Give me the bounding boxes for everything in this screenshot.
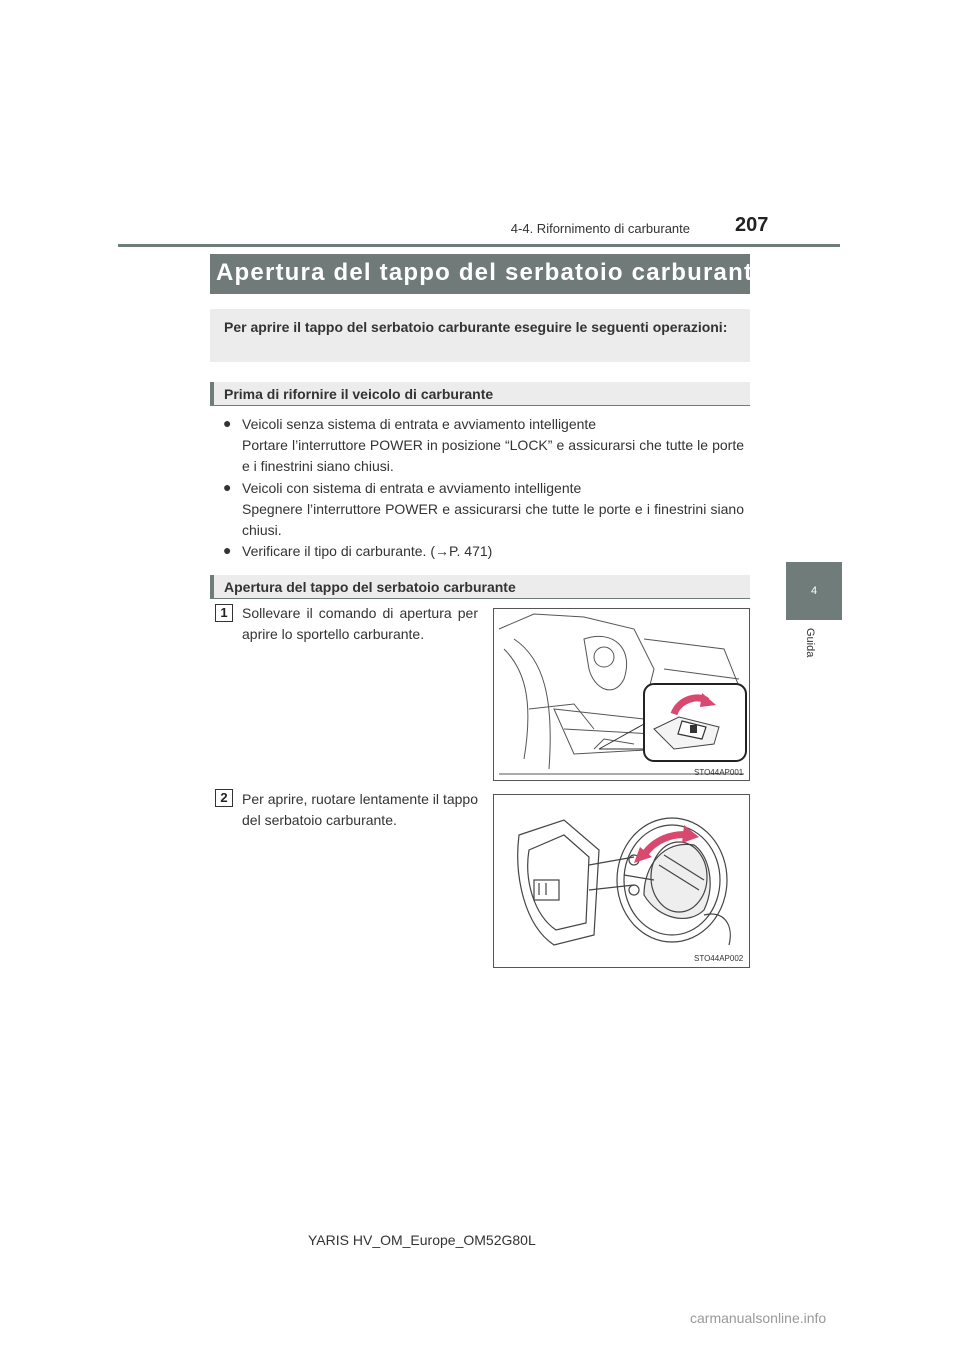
list-item-title[interactable]: Verificare il tipo di carburante. (→P. 471)	[242, 543, 493, 559]
list-item-title: Veicoli con sistema di entrata e avviamento intelligente	[242, 480, 582, 496]
list-item-body: Portare l’interruttore POWER in posizione “LOCK” e assicurarsi che tutte le porte e i finestrini siano chiusi.	[242, 437, 744, 474]
header-section-title: 4-4. Rifornimento di carburante	[510, 221, 690, 236]
step-text: Sollevare il comando di apertura per aprire lo sportello carburante.	[242, 605, 478, 642]
step-text: Per aprire, ruotare lentamente il tappo del serbatoio carburante.	[242, 791, 478, 828]
step-number-badge: 1	[215, 604, 233, 622]
fuel-door-opener-illustration	[493, 608, 750, 781]
chapter-tab[interactable]: 4	[786, 562, 842, 620]
bullet-icon: ●	[223, 479, 232, 495]
image-code: STO44AP001	[694, 768, 744, 777]
document-code: YARIS HV_OM_Europe_OM52G80L	[308, 1232, 536, 1248]
list-item	[242, 541, 744, 562]
list-item	[242, 478, 744, 541]
chapter-label: Guida	[804, 628, 816, 658]
page-number: 207	[735, 214, 769, 236]
image-code: STO44AP002	[694, 954, 744, 963]
section-heading: Prima di rifornire il veicolo di carburante	[224, 386, 494, 402]
list-item	[242, 414, 744, 477]
watermark[interactable]: carmanualsonline.info	[690, 1310, 827, 1326]
intro-text: Per aprire il tappo del serbatoio carburante eseguire le seguenti operazioni:	[224, 319, 728, 335]
header-divider	[118, 244, 840, 247]
step-number-badge: 2	[215, 789, 233, 807]
bullet-icon: ●	[223, 415, 232, 431]
page-title: Apertura del tappo del serbatoio carburante	[216, 259, 768, 286]
list-item-title: Veicoli senza sistema di entrata e avviamento intelligente	[242, 416, 597, 432]
section-heading: Apertura del tappo del serbatoio carburante	[224, 579, 516, 595]
fuel-cap-illustration	[493, 794, 750, 968]
bullet-icon: ●	[223, 542, 232, 558]
list-item-body: Spegnere l’interruttore POWER e assicurarsi che tutte le porte e i finestrini siano chiusi.	[242, 501, 744, 538]
